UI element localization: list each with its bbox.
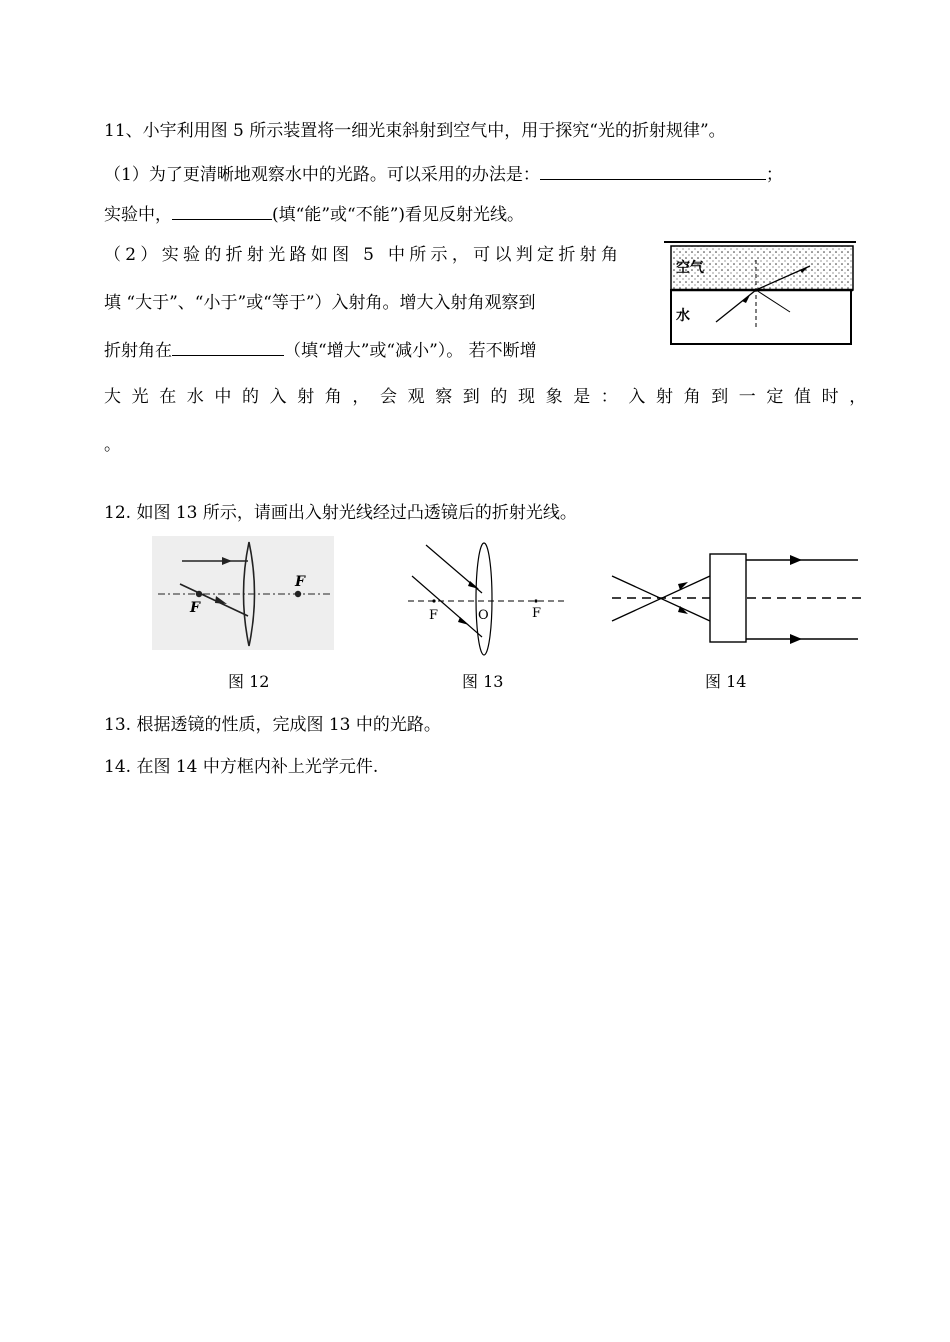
fig14-caption: 图 14 bbox=[705, 672, 747, 691]
figure-13-convex-lens bbox=[404, 541, 568, 661]
answer-blank-reflection[interactable] bbox=[172, 203, 272, 220]
q14-text: 14. 在图 14 中方框内补上光学元件. bbox=[104, 757, 379, 777]
q11-part1-suffix: ； bbox=[765, 165, 783, 185]
fig5-air-label: 空气 bbox=[676, 260, 704, 276]
q11-stem: 11、小宇利用图 5 所示装置将一细光束斜射到空气中，用于探究“光的折射规律”。 bbox=[104, 121, 726, 141]
q11-part1-line bbox=[104, 163, 783, 187]
q11-part2-line2: 填 “大于”、“小于”或“等于”）入射角。增大入射角观察到 bbox=[104, 293, 536, 313]
fig13-caption: 图 13 bbox=[462, 672, 504, 691]
fig13-focal-right-label: F bbox=[532, 606, 542, 621]
answer-blank-method[interactable] bbox=[540, 163, 766, 180]
q12-text: 12. 如图 13 所示，请画出入射光线经过凸透镜后的折射光线。 bbox=[104, 503, 577, 523]
fig13-center-label: O bbox=[478, 608, 489, 623]
q11-part2-line4: 大光在水中的入射角，会观察到的现象是：入射角到一定值时， bbox=[104, 387, 877, 407]
fig12-focal-right-label: F bbox=[295, 574, 305, 590]
q11-part1-line2 bbox=[104, 203, 524, 227]
q11-part2-line5: 。 bbox=[104, 435, 121, 455]
q11-part1-prefix: （1）为了更清晰地观察水中的光路。可以采用的办法是： bbox=[104, 165, 540, 185]
q13-text: 13. 根据透镜的性质，完成图 13 中的光路。 bbox=[104, 715, 441, 735]
figure-14-black-box bbox=[610, 548, 868, 648]
q11-part2-line3-prefix: 折射角在 bbox=[104, 341, 172, 361]
q11-part2-line3-suffix: （填“增大”或“减小”）。 若不断增 bbox=[284, 341, 537, 361]
q11-part2-line3 bbox=[104, 339, 537, 363]
figure-12-convex-lens bbox=[152, 536, 334, 650]
q11-part2-line1 bbox=[104, 243, 644, 267]
fig5-water-label: 水 bbox=[676, 308, 690, 324]
figure-5-refraction-tank bbox=[660, 238, 860, 350]
answer-blank-refraction-angle[interactable] bbox=[172, 339, 284, 356]
fig12-caption: 图 12 bbox=[228, 672, 270, 691]
q11-part2-text1: （2）实验的折射光路如图 5 中所示，可以判定折射角 bbox=[104, 245, 623, 265]
fig12-focal-left-label: F bbox=[190, 600, 200, 616]
q11-part1-line2-prefix: 实验中， bbox=[104, 205, 172, 225]
q11-part1-line2-suffix: (填“能”或“不能”)看见反射光线。 bbox=[272, 205, 525, 225]
fig13-focal-left-label: F bbox=[429, 608, 439, 623]
